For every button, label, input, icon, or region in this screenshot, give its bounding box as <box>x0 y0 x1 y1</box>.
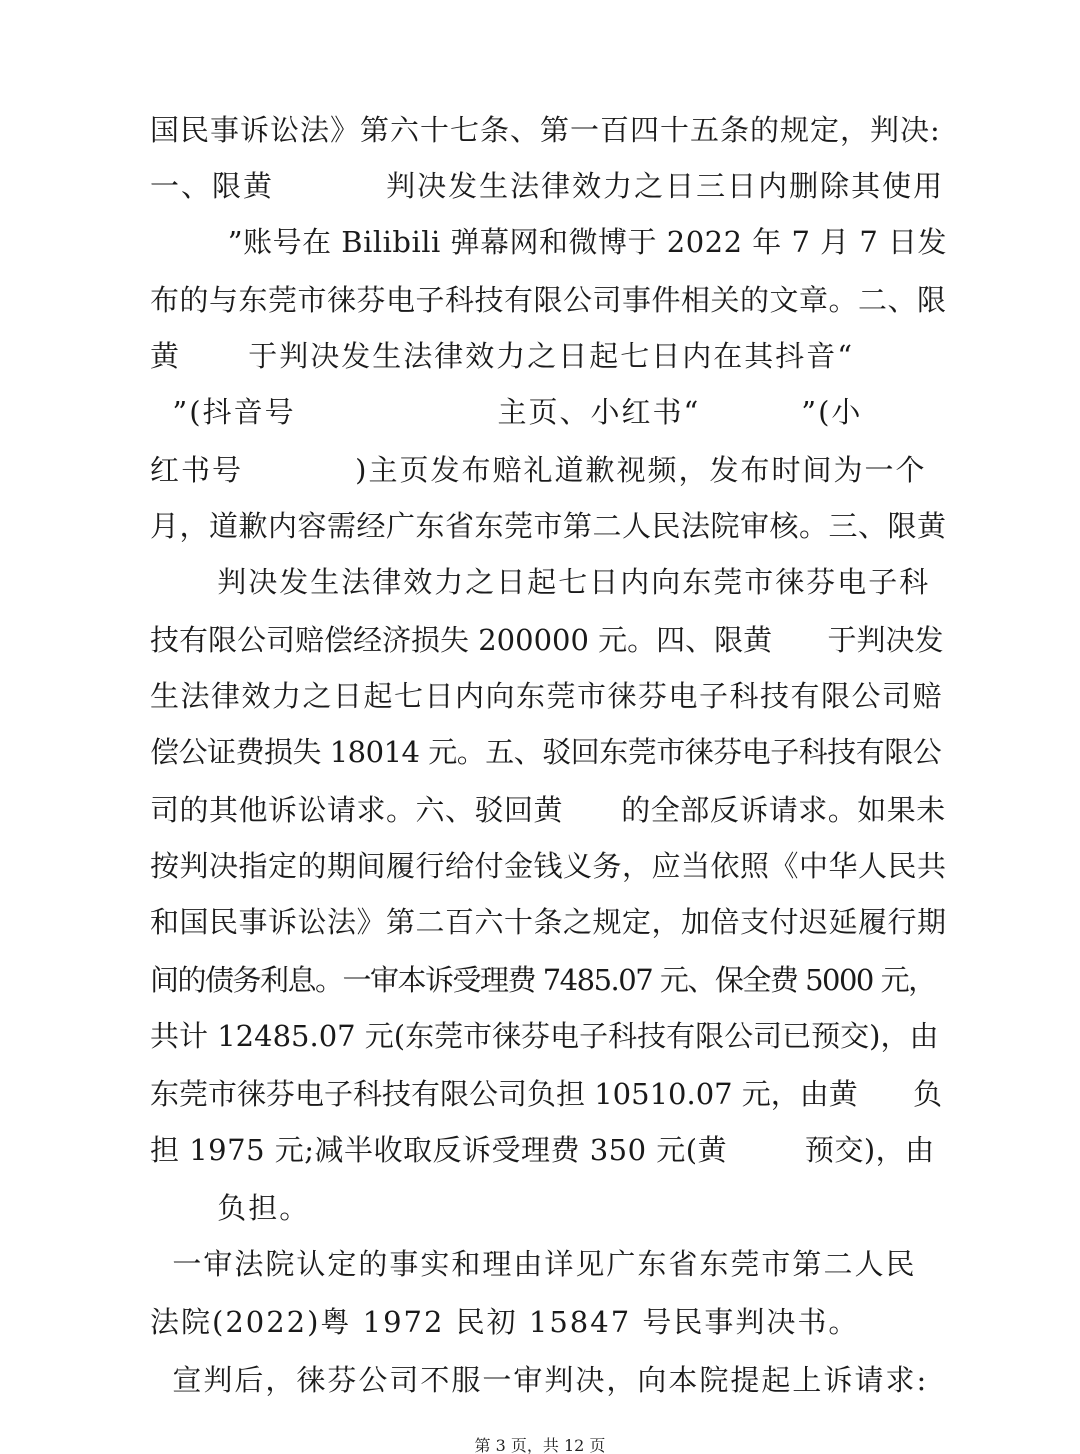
text-line: 判决发生法律效力之日起七日内向东莞市徕芬电子科 <box>150 565 931 599</box>
text-line: 一、限黄 判决发生法律效力之日三日内删除其使用 <box>150 169 945 203</box>
text-line: 按判决指定的期间履行给付金钱义务，应当依照《中华人民共 <box>150 849 947 883</box>
text-line: 技有限公司赔偿经济损失 200000 元。四、限黄 于判决发 <box>150 623 944 657</box>
text-line: 法院(2022)粤 1972 民初 15847 号民事判决书。 <box>150 1305 860 1339</box>
text-line: 月，道歉内容需经广东省东莞市第二人民法院审核。三、限黄 <box>150 509 947 543</box>
text-line: 红书号 )主页发布赔礼道歉视频，发布时间为一个 <box>150 453 927 487</box>
text-line: 东莞市徕芬电子科技有限公司负担 10510.07 元，由黄 负 <box>150 1077 943 1111</box>
text-line: 一审法院认定的事实和理由详见广东省东莞市第二人民 <box>150 1247 917 1281</box>
text-line: 司的其他诉讼请求。六、驳回黄 的全部反诉请求。如果未 <box>150 793 946 827</box>
text-line: ”账号在 Bilibili 弹幕网和微博于 2022 年 7 月 7 日发 <box>150 225 948 259</box>
text-line: 担 1975 元;减半收取反诉受理费 350 元(黄 预交)，由 <box>150 1133 935 1167</box>
text-line: 负担。 <box>150 1191 311 1225</box>
text-line: 布的与东莞市徕芬电子科技有限公司事件相关的文章。二、限 <box>150 283 947 317</box>
text-line: 偿公证费损失 18014 元。五、驳回东莞市徕芬电子科技有限公 <box>150 735 942 769</box>
text-line: 间的债务利息。一审本诉受理费 7485.07 元、保全费 5000 元， <box>150 963 936 997</box>
text-line: 宣判后，徕芬公司不服一审判决，向本院提起上诉请求: <box>150 1363 929 1397</box>
text-line: ”(抖音号 主页、小红书“ ”(小 <box>150 395 863 429</box>
text-line: 生法律效力之日起七日内向东莞市徕芬电子科技有限公司赔 <box>150 679 944 713</box>
page-footer: 第 3 页，共 12 页 <box>474 1436 606 1454</box>
text-line: 黄 于判决发生法律效力之日起七日内在其抖音“ <box>150 339 855 373</box>
text-line: 国民事诉讼法》第六十七条、第一百四十五条的规定，判决: <box>150 113 941 147</box>
text-line: 和国民事诉讼法》第二百六十条之规定，加倍支付迟延履行期 <box>150 905 947 939</box>
text-line: 共计 12485.07 元(东莞市徕芬电子科技有限公司已预交)，由 <box>150 1019 939 1053</box>
